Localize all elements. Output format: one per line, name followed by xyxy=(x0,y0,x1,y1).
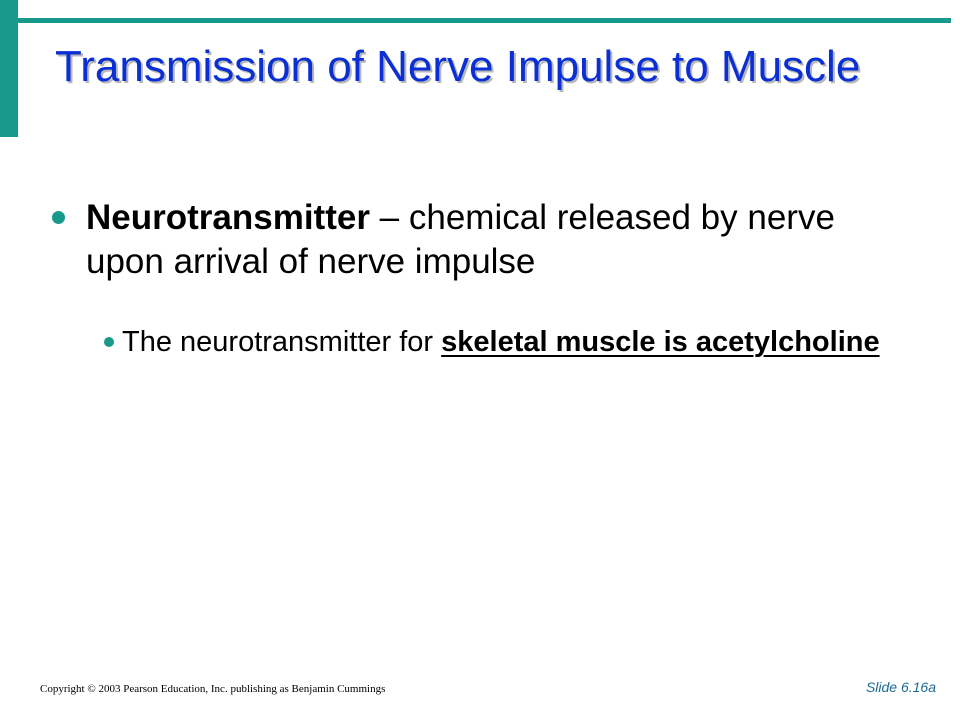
bullet-definition: – chemical released by nerve upon arrival of nerve impulse xyxy=(86,198,835,281)
bullet-neurotransmitter xyxy=(52,196,892,284)
sub-bullet-emphasis: skeletal muscle is acetylcholine xyxy=(441,326,880,358)
left-accent-bar xyxy=(0,0,18,137)
bullet-text xyxy=(86,196,892,284)
bullet-dot-icon xyxy=(52,211,65,224)
copyright-notice: Copyright © 2003 Pearson Education, Inc. publishing as Benjamin Cummings xyxy=(40,683,386,695)
sub-bullet-acetylcholine xyxy=(100,322,880,362)
sub-bullet-text xyxy=(122,322,880,362)
bullet-term: Neurotransmitter xyxy=(86,198,370,237)
slide-number: Slide 6.16a xyxy=(865,679,936,695)
slide-title: Transmission of Nerve Impulse to Muscle xyxy=(55,42,861,91)
sub-bullet-prefix: The neurotransmitter for xyxy=(122,326,442,358)
top-accent-bar xyxy=(0,18,951,23)
sub-bullet-dot-icon xyxy=(104,337,114,347)
